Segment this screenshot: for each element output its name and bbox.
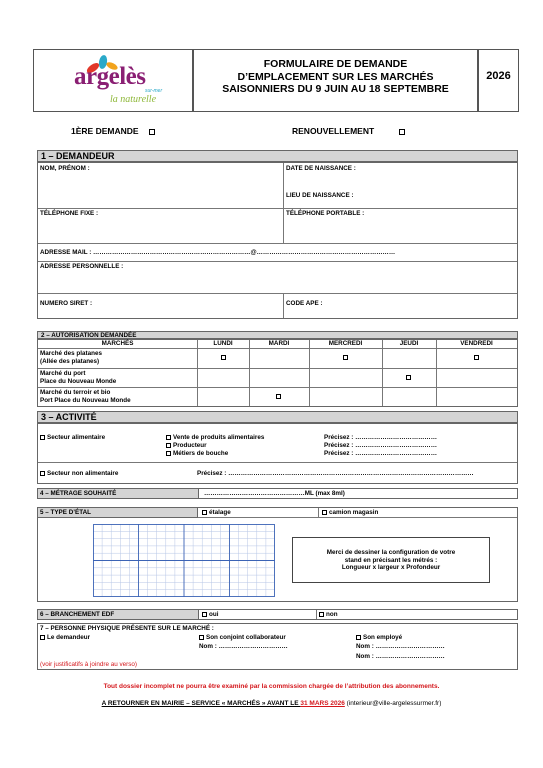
etalage-option[interactable]: étalage: [202, 509, 231, 517]
logo-tagline: la naturelle: [110, 94, 157, 105]
food-option[interactable]: Métiers de bouche: [166, 450, 228, 458]
precisez-field[interactable]: Précisez : …………………………………: [324, 450, 438, 457]
section2-title: 2 – AUTORISATION DEMANDÉE: [41, 332, 137, 339]
edf-non-checkbox[interactable]: [319, 612, 324, 617]
section6-box: [37, 609, 518, 620]
edf-oui-option[interactable]: oui: [202, 611, 218, 619]
platanes-vendredi-checkbox[interactable]: [474, 355, 479, 360]
name-field[interactable]: NOM, PRÉNOM :: [40, 165, 90, 172]
col-mercredi: MERCREDI: [328, 340, 363, 347]
return-instructions: [0, 700, 543, 707]
section3-title: 3 – ACTIVITÉ: [41, 412, 97, 422]
nonfood-sector[interactable]: Secteur non alimentaire: [40, 470, 118, 478]
phone-fixed-field[interactable]: TÉLÉPHONE FIXE :: [40, 210, 99, 217]
return-date: 31 MARS 2026: [300, 700, 345, 707]
etalage-checkbox[interactable]: [202, 510, 207, 515]
col-marches: MARCHÉS: [101, 340, 134, 347]
section3-header: [37, 411, 518, 423]
section1-box: [37, 162, 518, 319]
first-request-checkbox[interactable]: [149, 129, 155, 135]
conjoint-checkbox[interactable]: [199, 635, 204, 640]
nonfood-sector-checkbox[interactable]: [40, 471, 45, 476]
section5-title: 5 – TYPE D’ÉTAL: [40, 509, 91, 516]
bouche-checkbox[interactable]: [166, 451, 171, 456]
logo-box: [33, 49, 193, 112]
return-email[interactable]: (interieur@ville-argelessurmer.fr): [344, 700, 442, 707]
platanes-lundi-checkbox[interactable]: [221, 355, 226, 360]
address-field[interactable]: ADRESSE PERSONNELLE :: [40, 263, 124, 270]
food-sector[interactable]: Secteur alimentaire: [40, 434, 105, 442]
incomplete-warning: Tout dossier incomplet ne pourra être examiné par la commission chargée de l’attribution des abonnements.: [103, 683, 440, 690]
year: 2026: [486, 70, 511, 82]
col-vendredi: VENDREDI: [460, 340, 493, 347]
food-option[interactable]: Producteur: [166, 442, 207, 450]
form-title-line: D’EMPLACEMENT SUR LES MARCHÉS: [237, 70, 434, 83]
market-row-label: Marché du terroir et bio Port Place du Nouveau Monde: [40, 389, 131, 404]
form-title-line: FORMULAIRE DE DEMANDE: [263, 58, 408, 70]
email-field[interactable]: ADRESSE MAIL : …………………………………………………………………@…………………………………………………………: [40, 249, 396, 256]
precisez-field[interactable]: Précisez : …………………………………: [324, 442, 438, 449]
justif-note: (voir justificatifs à joindre au verso): [40, 661, 137, 668]
sale-food-checkbox[interactable]: [166, 435, 171, 440]
person-employe[interactable]: Son employé: [356, 634, 402, 642]
camion-option[interactable]: camion magasin: [322, 509, 378, 517]
food-option[interactable]: Vente de produits alimentaires: [166, 434, 264, 442]
ape-field[interactable]: CODE APE :: [286, 300, 323, 307]
section6-title: 6 – BRANCHEMENT EDF: [40, 611, 115, 618]
stand-drawing-grid[interactable]: [93, 524, 275, 597]
edf-non-option[interactable]: non: [319, 611, 338, 619]
conjoint-name-field[interactable]: Nom : ……………………………: [199, 643, 288, 650]
section7-title: 7 – PERSONNE PHYSIQUE PRÉSENTE SUR LE MARCHÉ :: [40, 625, 214, 632]
form-title-line: SAISONNIERS DU 9 JUIN AU 18 SEPTEMBRE: [222, 83, 449, 95]
section1-header: [37, 150, 518, 162]
section1-title: 1 – DEMANDEUR: [41, 151, 115, 161]
logo-brand: argelès: [74, 63, 146, 90]
section7-box: [37, 623, 518, 670]
birth-date-field[interactable]: DATE DE NAISSANCE :: [286, 165, 356, 172]
person-demandeur[interactable]: Le demandeur: [40, 634, 90, 642]
market-table: [37, 339, 518, 407]
renewal-checkbox[interactable]: [399, 129, 405, 135]
section5-box: [37, 507, 518, 602]
renewal[interactable]: [292, 126, 407, 136]
section2-header: [37, 331, 518, 339]
platanes-mercredi-checkbox[interactable]: [343, 355, 348, 360]
precisez-field[interactable]: Précisez : …………………………………: [324, 434, 438, 441]
first-request-label: 1ÈRE DEMANDE: [71, 126, 139, 136]
col-lundi: LUNDI: [213, 340, 233, 347]
food-sector-checkbox[interactable]: [40, 435, 45, 440]
col-mardi: MARDI: [268, 340, 290, 347]
logo-sub: sur-mer: [145, 88, 163, 94]
section3-box: [37, 423, 518, 484]
return-prefix: A RETOURNER EN MAIRIE – SERVICE « MARCHÉS » AVANT LE: [101, 700, 301, 707]
camion-checkbox[interactable]: [322, 510, 327, 515]
drawing-instructions: Merci de dessiner la configuration de votre stand en précisant les métrés : Longueur x largeur x Profondeur: [292, 537, 490, 583]
demandeur-checkbox[interactable]: [40, 635, 45, 640]
metrage-field[interactable]: …………………………………………ML (max 8ml): [204, 490, 345, 497]
port-jeudi-checkbox[interactable]: [406, 375, 411, 380]
section4-title: 4 – MÉTRAGE SOUHAITÉ: [40, 490, 117, 497]
employe-name-field[interactable]: Nom : ……………………………: [356, 653, 445, 660]
phone-mobile-field[interactable]: TÉLÉPHONE PORTABLE :: [286, 210, 365, 217]
producer-checkbox[interactable]: [166, 443, 171, 448]
employe-name-field[interactable]: Nom : ……………………………: [356, 643, 445, 650]
employe-checkbox[interactable]: [356, 635, 361, 640]
section4-box: [37, 488, 518, 499]
edf-oui-checkbox[interactable]: [202, 612, 207, 617]
year-box: [478, 49, 519, 112]
birth-place-field[interactable]: LIEU DE NAISSANCE :: [286, 192, 354, 199]
col-jeudi: JEUDI: [399, 340, 419, 347]
title-box: [193, 49, 478, 112]
market-row-label: Marché du port Place du Nouveau Monde: [40, 370, 117, 385]
person-conjoint[interactable]: Son conjoint collaborateur: [199, 634, 286, 642]
market-row-label: Marché des platanes (Allée des platanes): [40, 350, 102, 365]
terroir-mardi-checkbox[interactable]: [276, 394, 281, 399]
siret-field[interactable]: NUMERO SIRET :: [40, 300, 93, 307]
nonfood-precisez-field[interactable]: Précisez : ………………………………………………………………………………………………………: [197, 470, 474, 477]
first-request[interactable]: [71, 126, 157, 136]
renewal-label: RENOUVELLEMENT: [292, 126, 375, 136]
